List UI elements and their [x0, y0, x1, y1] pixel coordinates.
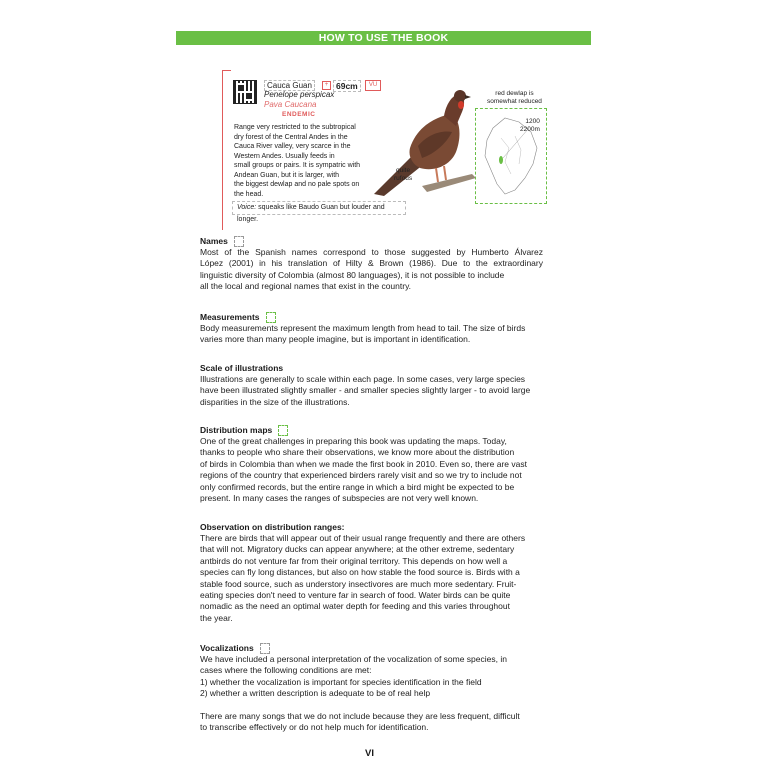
section-title-text: Observation on distribution ranges:: [200, 522, 345, 532]
paragraph-line: eating species don't need to venture far in search of food. Water birds can be quite: [200, 590, 511, 601]
paragraph-line: varies more than many people imagine, but is important in identification.: [200, 334, 471, 345]
paragraph-line: López (2001) in his translation of Hilty & Brown (1986). Due to the extraordinary: [200, 258, 543, 269]
paragraph-line: only confirmed records, but the entire range in which a bird might be expected to be: [200, 481, 515, 492]
paragraph-line: of birds in Colombia than when we made the first book in 2010. Even so, there are vast: [200, 458, 527, 469]
label-red-dewlap: [487, 90, 542, 106]
section-paragraph: [200, 436, 543, 504]
section-title: [200, 643, 543, 654]
section-vocalizations: [200, 643, 543, 733]
elevation-range: [520, 118, 540, 134]
section-scale: [200, 363, 543, 408]
section-names: [200, 236, 543, 293]
example-voice-line: [232, 201, 406, 223]
size-plus-icon: +: [322, 81, 331, 90]
example-frame-line: [222, 70, 231, 221]
paragraph-line: There are many songs that we do not include because they are less frequent, difficult: [200, 710, 520, 721]
paragraph-line: thanks to people who share their observations, we know more about the distribution: [200, 447, 515, 458]
example-desc-line: small groups or pairs. It is sympatric with: [234, 162, 361, 169]
section-paragraph: [200, 533, 543, 624]
section-paragraph: [200, 323, 543, 346]
example-desc-line: Cauca River valley, very scarce in the: [234, 143, 351, 150]
bracket-marker-icon: [266, 312, 276, 323]
paragraph-line: antbirds do not venture far from their original territory. This depends on how well a: [200, 555, 508, 566]
label-quite-rufous: [394, 167, 412, 183]
section-title: [200, 363, 543, 374]
section-measurements: [200, 312, 543, 346]
paragraph-line: Most of the Spanish names correspond to those suggested by Humberto Álvarez: [200, 247, 543, 257]
paragraph-line: species can fly long distances, but also on how stable the food source is. Birds with a: [200, 567, 520, 578]
elevation-min: 1200: [525, 118, 540, 125]
paragraph-line: to transcribe effectively or do not help much for identification.: [200, 722, 429, 733]
elevation-max: 2200m: [520, 126, 540, 133]
paragraph-line: nomadic as the need an optimal water depth for feeding and this varies throughout: [200, 601, 510, 612]
example-entry: [222, 70, 552, 230]
paragraph-line: linguistic diversity of Colombia (almost 80 languages), it is not possible to include: [200, 269, 505, 280]
section-title-text: Names: [200, 236, 228, 246]
paragraph-line: regions of the country that experienced birders rarely visit and so we try to include not: [200, 470, 522, 481]
example-spanish-name: Pava Caucana: [264, 100, 317, 109]
example-frame-tail: [222, 220, 231, 230]
example-desc-line: Western Andes. Usually feeds in: [234, 152, 335, 160]
paragraph-line: all the local and regional names that exist in the country.: [200, 281, 412, 292]
label-dewlap-line: somewhat reduced: [487, 98, 542, 105]
section-title-text: Vocalizations: [200, 643, 254, 653]
paragraph-line: There are birds that will appear out of their usual range frequently and there are others: [200, 533, 526, 543]
section-title: [200, 522, 543, 533]
paragraph-line: We have included a personal interpretation of the vocalization of some species, in: [200, 654, 507, 664]
example-desc-line: Range very restricted to the subtropical: [234, 124, 356, 131]
bracket-marker-icon: [234, 236, 244, 247]
section-title: [200, 425, 543, 436]
paragraph-line: that will not. Migratory ducks can appear anywhere; at the other extreme, sedentary: [200, 544, 515, 555]
label-dewlap-line: red dewlap is: [495, 90, 534, 97]
paragraph-line: Body measurements represent the maximum length from head to tail. The size of birds: [200, 323, 526, 333]
example-description: [234, 123, 384, 199]
section-paragraph: [200, 711, 543, 734]
page-number: VI: [365, 748, 374, 759]
section-title: [200, 236, 543, 247]
example-desc-line: the biggest dewlap and no pale spots on: [234, 181, 360, 188]
section-title: [200, 312, 543, 323]
example-desc-line: dry forest of the Central Andes in the: [234, 133, 348, 141]
example-desc-line: the head.: [234, 190, 264, 198]
section-paragraph: [200, 374, 543, 408]
bracket-marker-icon: [278, 425, 288, 436]
bird-illustration: [372, 86, 482, 196]
example-voice-text: squeaks like Baudo Guan but louder and longer.: [237, 204, 385, 223]
example-endemic-label: ENDEMIC: [282, 111, 316, 118]
paragraph-line: cases where the following conditions are met:: [200, 665, 372, 676]
example-desc-line: Andean Guan, but it is larger, with: [234, 171, 340, 179]
label-rufous-line: quite: [395, 167, 411, 174]
qr-code-icon: [233, 80, 257, 104]
label-rufous-line: rufous: [394, 175, 413, 182]
example-voice-label: Voice:: [237, 204, 257, 211]
bracket-marker-icon: [260, 643, 270, 654]
paragraph-line: present. In many cases the ranges of subspecies are not very well known.: [200, 493, 479, 504]
section-distribution: [200, 425, 543, 504]
example-english-name: Cauca Guan: [264, 80, 315, 91]
paragraph-line: Illustrations are generally to scale within each page. In some cases, very large species: [200, 374, 526, 384]
example-status-badge: VU: [365, 80, 381, 91]
example-size: 69cm: [333, 80, 361, 92]
section-title-text: Distribution maps: [200, 425, 273, 435]
paragraph-line: disparities in the size of the illustrations.: [200, 396, 350, 407]
section-observation: [200, 522, 543, 624]
paragraph-line: One of the great challenges in preparing this book was updating the maps. Today,: [200, 436, 507, 446]
section-title-text: Measurements: [200, 312, 260, 322]
section-paragraph: [200, 654, 543, 700]
paragraph-line: 2) whether a written description is adequate to be of real help: [200, 688, 431, 699]
paragraph-line: stable food source, such as understory insectivores are much more sedentary. Fruit-: [200, 578, 517, 589]
section-title-text: Scale of illustrations: [200, 363, 284, 373]
example-scientific-name: Penelope perspicax: [264, 90, 335, 99]
paragraph-line: have been illustrated slightly smaller - and smaller species slightly larger - to avoid large: [200, 385, 531, 396]
page-header-bar: HOW TO USE THE BOOK: [176, 31, 591, 45]
paragraph-line: 1) whether the vocalization is important for species identification in the field: [200, 676, 482, 687]
section-paragraph: [200, 247, 543, 293]
paragraph-line: the year.: [200, 612, 233, 623]
